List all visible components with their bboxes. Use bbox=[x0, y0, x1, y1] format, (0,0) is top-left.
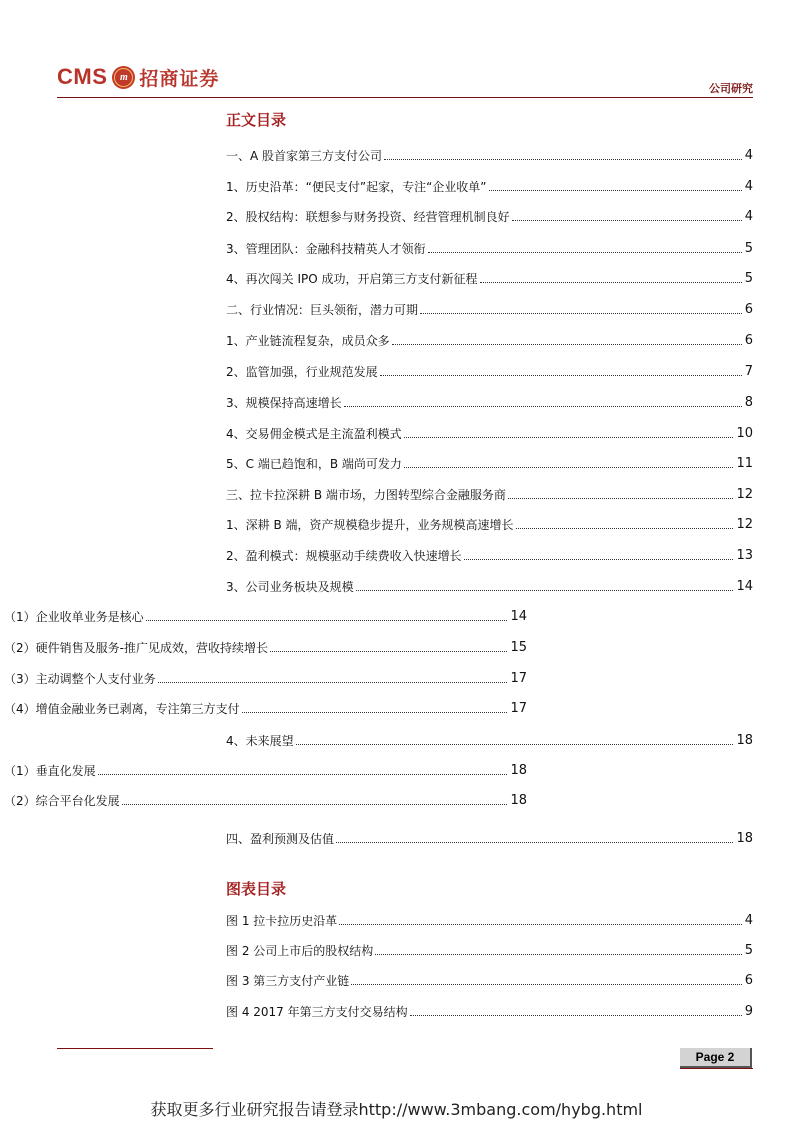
toc-entry[interactable] bbox=[4, 639, 527, 655]
toc-entry-text: （3）主动调整个人支付业务 bbox=[4, 672, 156, 686]
toc-page-number: 14 bbox=[510, 609, 527, 624]
toc-entry[interactable] bbox=[226, 425, 753, 441]
toc-page-number: 17 bbox=[510, 701, 527, 716]
figure-entry-text: 图 4 2017 年第三方支付交易结构 bbox=[226, 1005, 408, 1019]
page-header bbox=[57, 56, 753, 98]
toc-leader-dots bbox=[404, 437, 734, 438]
toc-page-number: 8 bbox=[744, 395, 753, 410]
watermark-link-text[interactable]: 获取更多行业研究报告请登录http://www.3mbang.com/hybg.html bbox=[150, 1100, 643, 1119]
toc-leader-dots bbox=[464, 559, 734, 560]
toc-entry-text: 一、A 股首家第三方支付公司 bbox=[226, 149, 383, 163]
toc-page-number: 4 bbox=[744, 209, 753, 224]
toc-page-number: 17 bbox=[510, 671, 527, 686]
toc-page-number: 4 bbox=[744, 179, 753, 194]
toc-entry[interactable] bbox=[226, 301, 753, 317]
toc-entry-text: 1、深耕 B 端，资产规模稳步提升，业务规模高速增长 bbox=[226, 518, 514, 532]
figure-page-number: 5 bbox=[744, 943, 753, 958]
toc-entry[interactable] bbox=[226, 578, 753, 594]
footnote-divider bbox=[57, 1048, 213, 1049]
toc-entry-text: 3、管理团队：金融科技精英人才领衔 bbox=[226, 242, 426, 256]
toc-entry[interactable] bbox=[226, 147, 753, 163]
figure-page-number: 4 bbox=[744, 913, 753, 928]
toc-leader-dots bbox=[404, 467, 734, 468]
toc-entry-text: 4、未来展望 bbox=[226, 734, 294, 748]
toc-entry[interactable] bbox=[4, 608, 527, 624]
toc-entry[interactable] bbox=[4, 700, 527, 716]
toc-page-number: 14 bbox=[736, 579, 753, 594]
toc-entry-text: （4）增值金融业务已剥离，专注第三方支付 bbox=[4, 702, 240, 716]
toc-leader-dots bbox=[392, 344, 742, 345]
toc-leader-dots bbox=[146, 620, 508, 621]
toc-leader-dots bbox=[122, 804, 508, 805]
page-number-badge: Page 2 bbox=[680, 1048, 752, 1068]
toc-page-number: 5 bbox=[744, 271, 753, 286]
toc-leader-dots bbox=[242, 712, 508, 713]
toc-entry[interactable] bbox=[226, 240, 753, 256]
toc-page-number: 6 bbox=[744, 333, 753, 348]
figure-leader-dots bbox=[410, 1015, 742, 1016]
toc-entry-text: 5、C 端已趋饱和，B 端尚可发力 bbox=[226, 457, 402, 471]
toc-leader-dots bbox=[384, 159, 742, 160]
toc-entry-text: （1）垂直化发展 bbox=[4, 764, 96, 778]
toc-entry[interactable] bbox=[4, 670, 527, 686]
toc-entry-text: 2、盈利模式：规模驱动手续费收入快速增长 bbox=[226, 549, 462, 563]
toc-page-number: 12 bbox=[736, 517, 753, 532]
toc-page-number: 18 bbox=[510, 793, 527, 808]
toc-page-number: 4 bbox=[744, 148, 753, 163]
figure-entry-text: 图 2 公司上市后的股权结构 bbox=[226, 944, 374, 958]
logo-chinese-text: 招商证券 bbox=[139, 67, 220, 90]
toc-leader-dots bbox=[336, 842, 733, 843]
toc-entry[interactable] bbox=[226, 394, 753, 410]
toc-page-number: 10 bbox=[736, 426, 753, 441]
toc-leader-dots bbox=[344, 406, 742, 407]
toc-entry[interactable] bbox=[226, 332, 753, 348]
toc-leader-dots bbox=[489, 190, 742, 191]
toc-page-number: 18 bbox=[736, 831, 753, 846]
toc-entry-text: 3、公司业务板块及规模 bbox=[226, 580, 354, 594]
toc-entry-text: 2、监管加强，行业规范发展 bbox=[226, 365, 378, 379]
toc-entry-text: （2）综合平台化发展 bbox=[4, 794, 120, 808]
toc-leader-dots bbox=[270, 651, 507, 652]
toc-entry[interactable] bbox=[226, 455, 753, 471]
toc-page-number: 7 bbox=[744, 364, 753, 379]
figures-title: 图表目录 bbox=[226, 880, 287, 898]
toc-entry-text: 1、历史沿革：“便民支付”起家，专注“企业收单” bbox=[226, 180, 487, 194]
logo-cms-text: CMS bbox=[57, 64, 108, 89]
toc-entry[interactable] bbox=[226, 547, 753, 563]
company-logo bbox=[57, 62, 219, 92]
toc-leader-dots bbox=[356, 590, 734, 591]
figure-entry[interactable] bbox=[226, 942, 753, 958]
toc-entry[interactable] bbox=[226, 486, 753, 502]
figure-entry-text: 图 1 拉卡拉历史沿革 bbox=[226, 914, 338, 928]
toc-entry-text: 3、规模保持高速增长 bbox=[226, 396, 342, 410]
toc-page-number: 5 bbox=[744, 241, 753, 256]
toc-entry[interactable] bbox=[4, 792, 527, 808]
figure-entry[interactable] bbox=[226, 972, 753, 988]
figure-entry-text: 图 3 第三方支付产业链 bbox=[226, 974, 350, 988]
toc-entry[interactable] bbox=[226, 270, 753, 286]
page-number-rule bbox=[680, 1068, 753, 1069]
toc-entry-text: 三、拉卡拉深耕 B 端市场，力图转型综合金融服务商 bbox=[226, 488, 506, 502]
toc-entry[interactable] bbox=[226, 516, 753, 532]
toc-leader-dots bbox=[516, 528, 734, 529]
toc-page-number: 18 bbox=[736, 733, 753, 748]
toc-page-number: 12 bbox=[736, 487, 753, 502]
report-type-label: 公司研究 bbox=[709, 82, 753, 95]
toc-leader-dots bbox=[512, 220, 742, 221]
toc-entry-text: 1、产业链流程复杂，成员众多 bbox=[226, 334, 390, 348]
toc-page-number: 13 bbox=[736, 548, 753, 563]
toc-leader-dots bbox=[296, 744, 734, 745]
figure-leader-dots bbox=[339, 924, 741, 925]
toc-entry-text: 二、行业情况：巨头领衔，潜力可期 bbox=[226, 303, 419, 317]
toc-leader-dots bbox=[508, 498, 734, 499]
toc-leader-dots bbox=[98, 774, 508, 775]
figure-entry[interactable] bbox=[226, 912, 753, 928]
toc-leader-dots bbox=[420, 313, 742, 314]
toc-entry[interactable] bbox=[226, 178, 753, 194]
toc-page-number: 6 bbox=[744, 302, 753, 317]
toc-entry[interactable] bbox=[226, 208, 753, 224]
figure-page-number: 6 bbox=[744, 973, 753, 988]
toc-entry[interactable] bbox=[4, 762, 527, 778]
toc-page-number: 18 bbox=[510, 763, 527, 778]
header-divider bbox=[57, 97, 753, 98]
toc-page-number: 15 bbox=[510, 640, 527, 655]
toc-page-number: 11 bbox=[736, 456, 753, 471]
figure-entry[interactable] bbox=[226, 1003, 753, 1019]
figure-leader-dots bbox=[375, 954, 741, 955]
toc-entry[interactable] bbox=[226, 732, 753, 748]
toc-leader-dots bbox=[480, 282, 742, 283]
toc-entry[interactable] bbox=[226, 363, 753, 379]
toc-entry-text: 四、盈利预测及估值 bbox=[226, 832, 335, 846]
toc-entry-text: （2）硬件销售及服务-推广见成效，营收持续增长 bbox=[4, 641, 268, 655]
toc-entry-text: 4、再次闯关 IPO 成功，开启第三方支付新征程 bbox=[226, 272, 478, 286]
toc-entry-text: 4、交易佣金模式是主流盈利模式 bbox=[226, 427, 402, 441]
toc-leader-dots bbox=[380, 375, 742, 376]
toc-title: 正文目录 bbox=[226, 111, 287, 129]
logo-seal-icon: m bbox=[112, 66, 135, 89]
toc-entry-text: （1）企业收单业务是核心 bbox=[4, 610, 144, 624]
toc-leader-dots bbox=[428, 252, 742, 253]
figure-page-number: 9 bbox=[744, 1004, 753, 1019]
figure-leader-dots bbox=[351, 984, 741, 985]
toc-entry-text: 2、股权结构：联想参与财务投资、经营管理机制良好 bbox=[226, 210, 510, 224]
toc-entry[interactable] bbox=[226, 830, 753, 846]
toc-leader-dots bbox=[158, 682, 508, 683]
